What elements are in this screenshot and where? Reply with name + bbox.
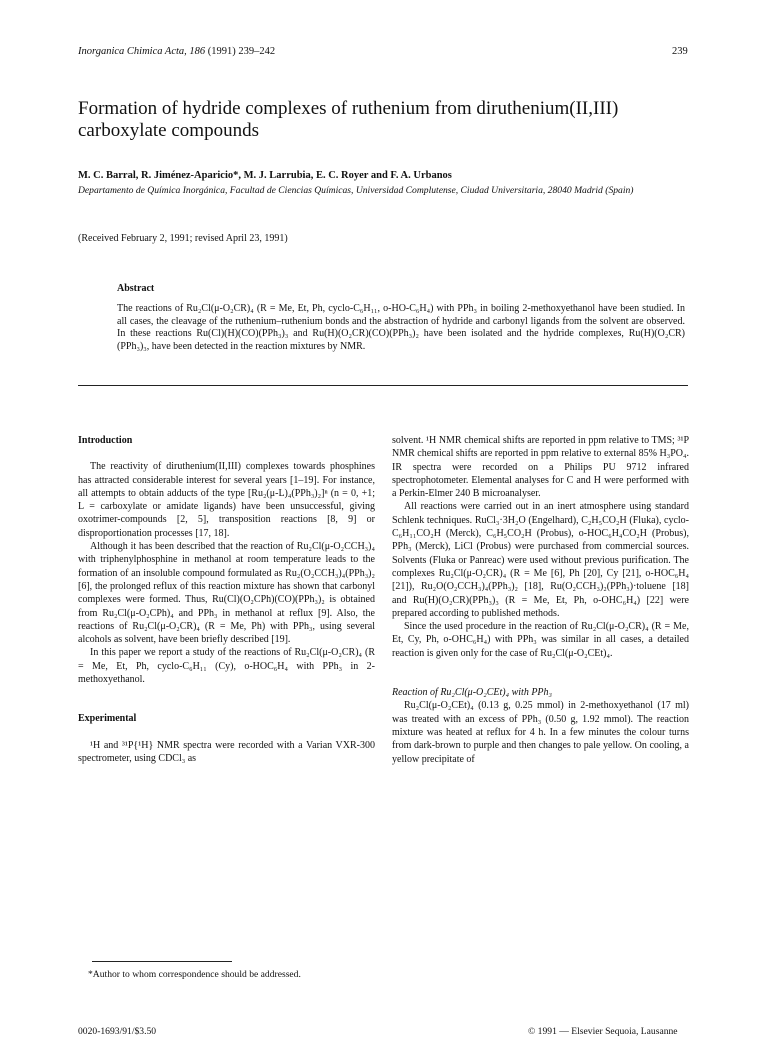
experimental-paragraph-1-continued: solvent. ¹H NMR chemical shifts are reported in ppm relative to TMS; ³¹P NMR chemical shifts are reported in ppm relative to external 85% H₃PO₄. IR spectra were recorded on a Philips PU 9712 infrared spectrophotometer. Elemental analyses for C and H were performed with a Perkin-Elmer 240 B microanalyser.	[392, 435, 689, 500]
right-column	[392, 434, 689, 766]
intro-paragraph-3: In this paper we report a study of the reactions of Ru₂Cl(μ-O₂CR)₄ (R = Me, Et, Ph, cyclo-C₆H₁₁ (Cy), o-HOC₆H₄ with PPh₃ in 2-methoxyethanol.	[78, 647, 375, 686]
received-dates: (Received February 2, 1991; revised April 23, 1991)	[78, 233, 288, 244]
section-divider	[78, 385, 688, 386]
footnote: *Author to whom correspondence should be addressed.	[88, 969, 301, 980]
footnote-rule	[92, 961, 232, 962]
left-column	[78, 434, 375, 765]
reaction-subheading: Reaction of Ru₂Cl(μ-O₂CEt)₄ with PPh₃	[392, 687, 553, 699]
journal-citation	[78, 46, 275, 57]
journal-name: Inorganica Chimica Acta, 186	[78, 46, 206, 57]
journal-year-pages: (1991) 239–242	[207, 46, 276, 57]
intro-paragraph-1: The reactivity of diruthenium(II,III) complexes towards phosphines has attracted considerable interest for several years [1–19]. For instance, all attempts to obtain adducts of the type [Ru₂(μ-L)₄(PPh₃)₂]ⁿ (n = 0, +1; L = carboxylate or amidate ligands) have been unsuccessful, giving oxotrimer-compounds [2, 5], transposition reactions [8, 9] or disproportionation processes [17, 18].	[78, 461, 375, 539]
article-title: Formation of hydride complexes of ruthenium from diruthenium(II,III) carboxylate compounds	[78, 98, 619, 141]
affiliation: Departamento de Química Inorgánica, Facultad de Ciencias Químicas, Universidad Complutense, Ciudad Universitaria, 28040 Madrid (Spain)	[78, 185, 634, 196]
reaction-paragraph: Ru₂Cl(μ-O₂CEt)₄ (0.13 g, 0.25 mmol) in 2-methoxyethanol (17 ml) was treated with an excess of PPh₃ (0.50 g, 1.92 mmol). The reaction mixture was heated at reflux for 4 h. In a few minutes the colour turns from dark-brown to purple and then changes to pale yellow. On cooling, a yellow precipitate of	[392, 700, 689, 765]
experimental-paragraph-3: Since the used procedure in the reaction of Ru₂Cl(μ-O₂CR)₄ (R = Me, Et, Cy, Ph, o-OHC₆H₄) with PPh₃ was similar in all cases, a detailed reaction is given only for the case of Ru₂Cl(μ-O₂CEt)₄.	[392, 621, 689, 659]
author-list: M. C. Barral, R. Jiménez-Aparicio*, M. J. Larrubia, E. C. Royer and F. A. Urbanos	[78, 170, 452, 181]
abstract-heading: Abstract	[117, 283, 155, 294]
intro-paragraph-2: Although it has been described that the reaction of Ru₂Cl(μ-O₂CCH₃)₄ with triphenylphosphine in methanol at room temperature leads to the formation of an insoluble compound formulated as Ru₂(O₂CCH₃)₄(PPh₃)₂ [6], the prolonged reflux of this reaction mixture has shown that carbonyl complexes were formed. Thus, Ru(Cl)(O₂CPh)(CO)(PPh₃)₂ is obtained from Ru₂Cl(μ-O₂CPh)₄ and PPh₃ in methanol at reflux [9]. Also, the reactions of Ru₂Cl(μ-O₂CR)₄ (R = Me, Ph) with PPh₃, using several alcohols as solvent, have been briefly described [19].	[78, 541, 375, 646]
experimental-heading: Experimental	[78, 713, 137, 725]
copyright: © 1991 — Elsevier Sequoia, Lausanne	[528, 1026, 678, 1037]
experimental-paragraph-1: ¹H and ³¹P{¹H} NMR spectra were recorded with a Varian VXR-300 spectrometer, using CDCl₃ as	[78, 739, 375, 764]
abstract-text: The reactions of Ru₂Cl(μ-O₂CR)₄ (R = Me, Et, Ph, cyclo-C₆H₁₁, o-HO-C₆H₄) with PPh₃ in boiling 2-methoxyethanol have been studied. In all cases, the cleavage of the ruthenium–ruthenium bonds and the abstraction of hydride and carbonyl ligands from the solvent are observed. In these reactions Ru(Cl)(H)(CO)(PPh₃)₃ and Ru(H)(O₂CR)(CO)(PPh₃)₂ have been isolated and the hydride complexes, Ru(H)(O₂CR)(PPh₃)₃, have been detected in the reaction mixtures by NMR.	[117, 303, 685, 352]
page-number: 239	[672, 46, 688, 57]
experimental-paragraph-2: All reactions were carried out in an inert atmosphere using standard Schlenk techniques. RuCl₃·3H₂O (Engelhard), C₂H₅CO₂H (Fluka), cyclo-C₆H₁₁CO₂H (Merck), C₆H₅CO₂H (Probus), o-HOC₆H₄CO₂H (Probus), PPh₃ (Merck), LiCl (Probus) were purchased from commercial sources. Solvents (Fluka or Panreac) were used without previous purification. The complexes Ru₂Cl(μ-O₂CR)₄ (R = Me [6], Ph [20], Cy [21], o-HOC₆H₄ [21]), Ru₂O(O₂CCH₃)₄(PPh₃)₂ [18], Ru(O₂CCH₃)₂(PPh₃)·toluene [18] and Ru(H)(O₂CR)(PPh₃)₃ (R = Me, Et, Ph, o-OHC₆H₄) [22] were prepared according to published methods.	[392, 501, 689, 619]
introduction-heading: Introduction	[78, 435, 133, 446]
issn-price: 0020-1693/91/$3.50	[78, 1026, 157, 1037]
